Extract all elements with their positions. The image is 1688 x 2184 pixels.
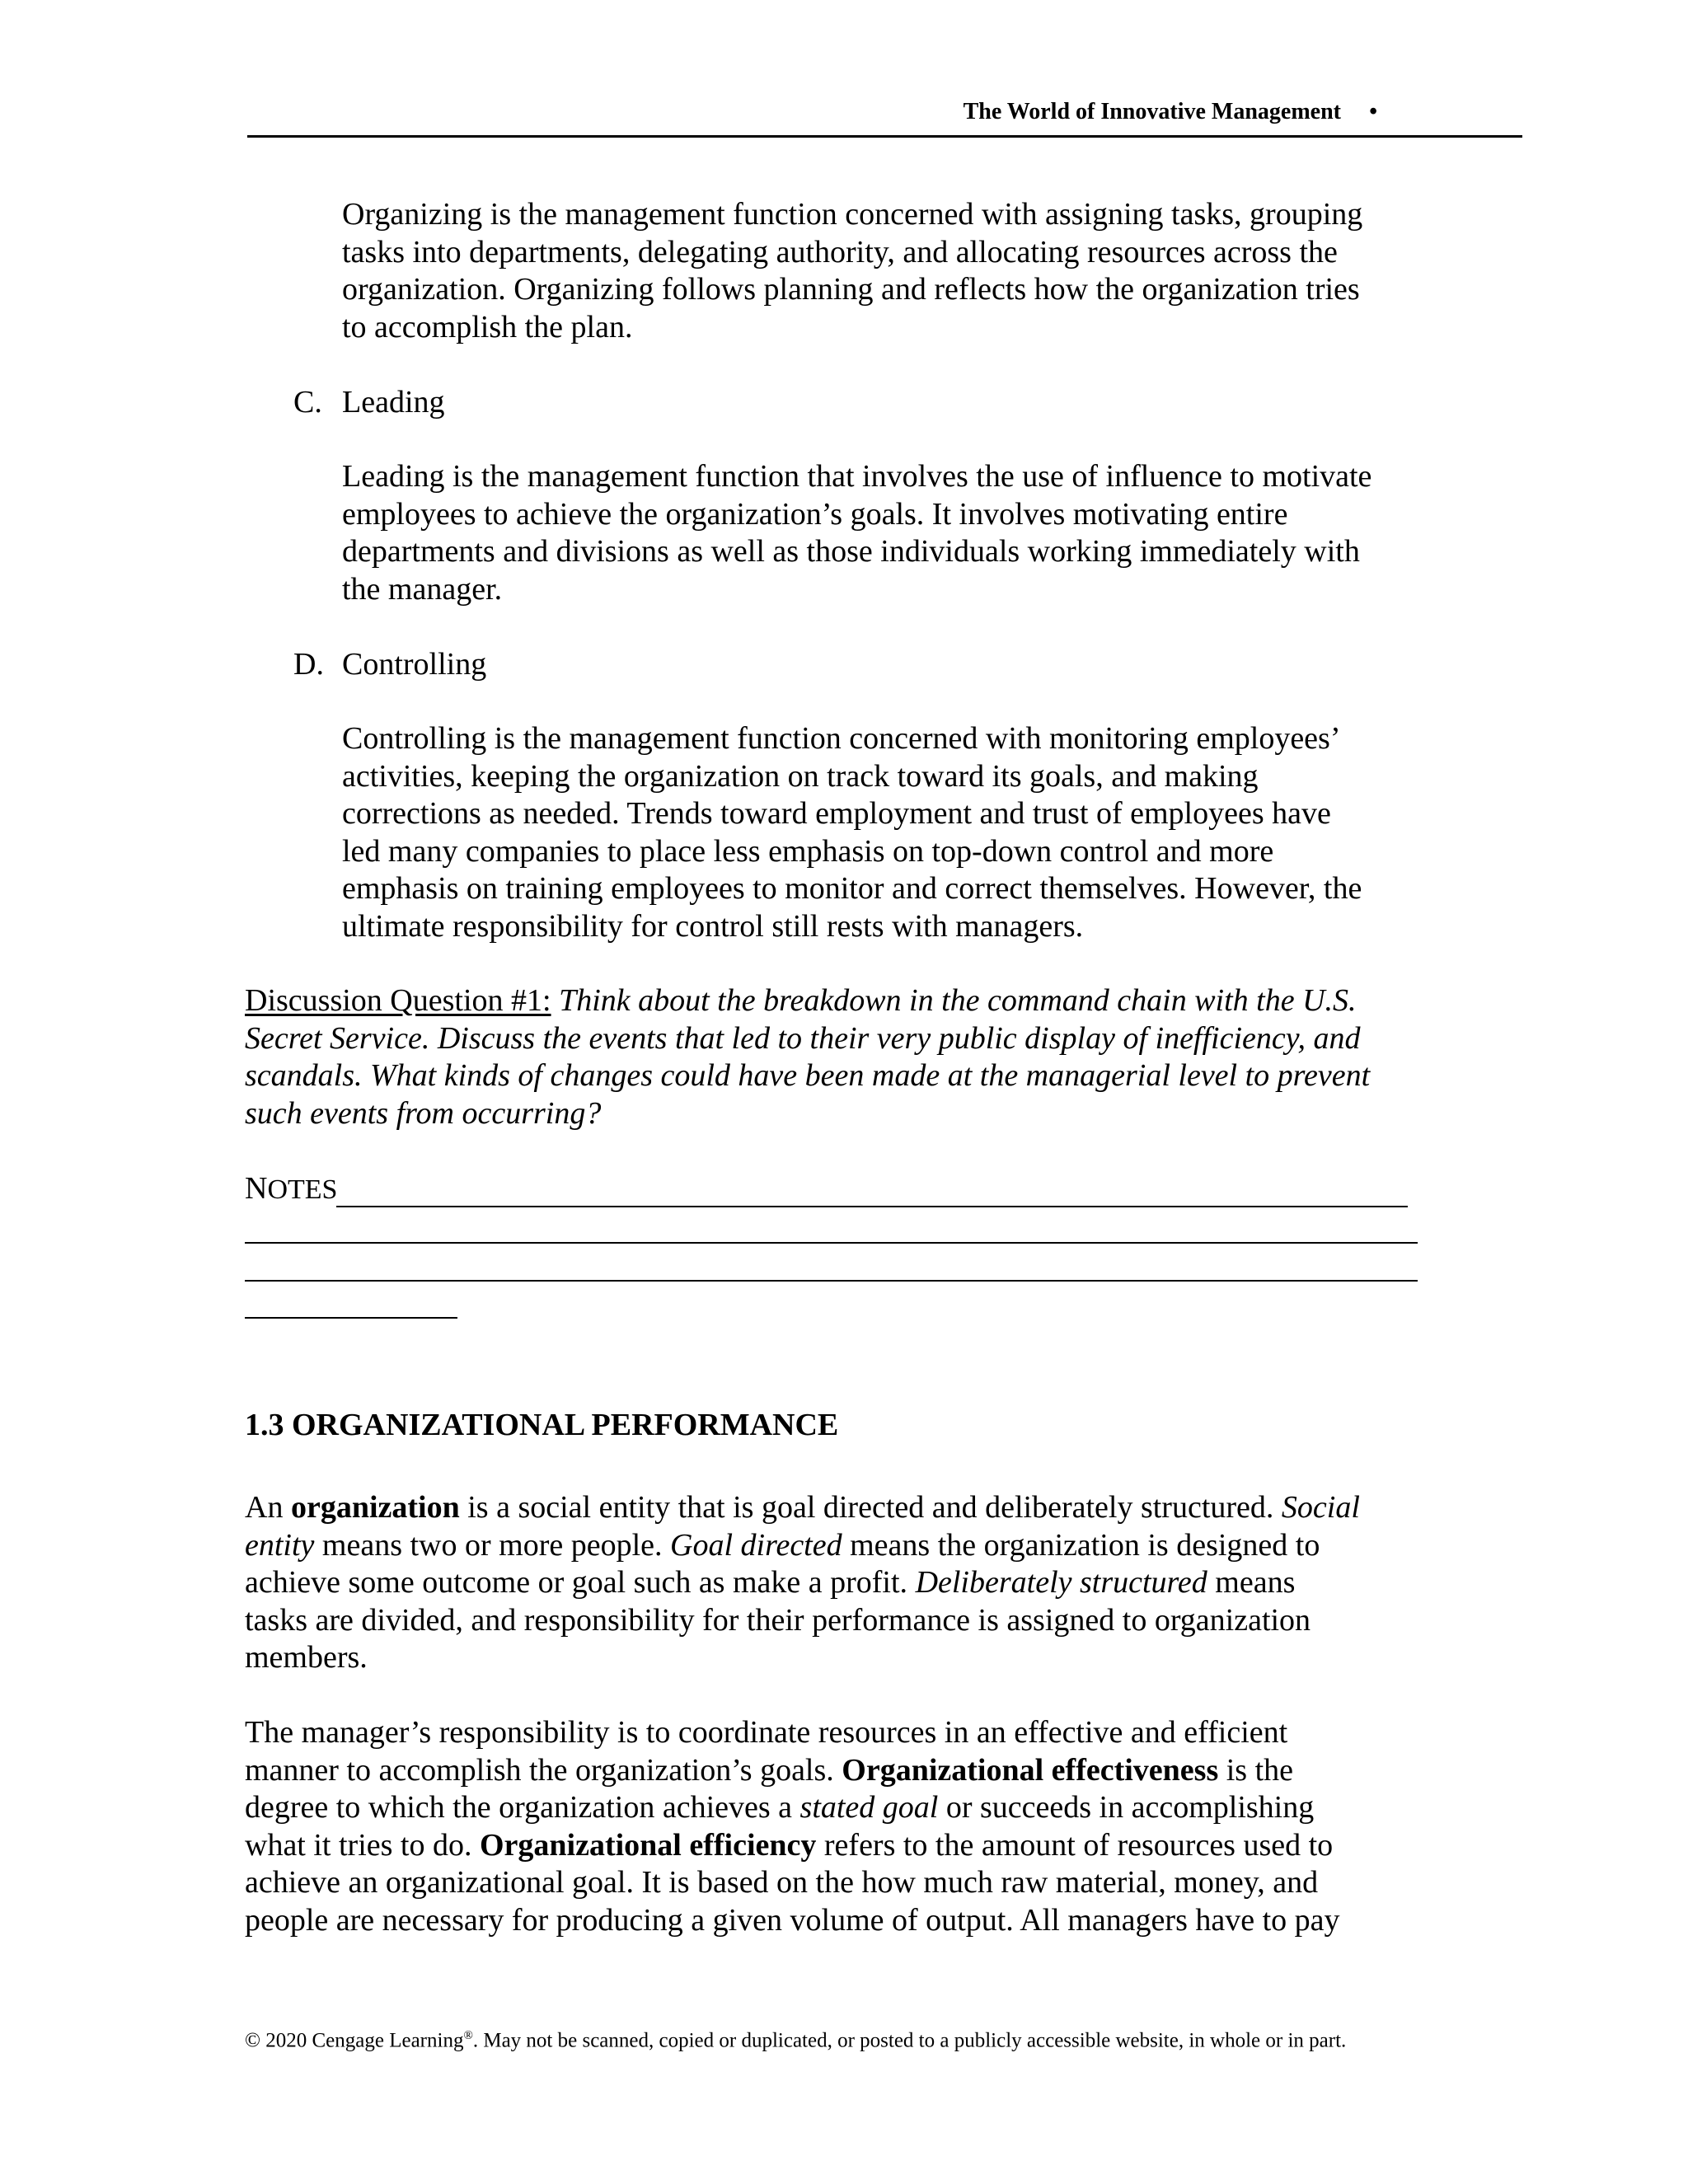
text-line: employees to achieve the organization’s goals. It involves motivating entire [342,496,1288,532]
notes-first-letter: N [245,1171,268,1206]
text-line: Organizing is the management function concerned with assigning tasks, grouping [342,197,1363,232]
text-line: Controlling is the management function concerned with monitoring employees’ [342,721,1341,756]
text-line: organization. Organizing follows planning and reflects how the organization tries [342,272,1360,307]
leading-paragraph [342,458,1372,608]
discussion-text: Think about the breakdown in the command chain with the U.S. [559,983,1357,1018]
discussion-label: Discussion Question #1: [245,983,551,1018]
organizing-paragraph [342,196,1362,346]
header-title: The World of Innovative Management [963,99,1341,124]
text-line: led many companies to place less emphasis on top-down control and more [342,833,1274,869]
text-line: tasks are divided, and responsibility for their performance is assigned to organization [245,1602,1311,1638]
copyright-footer: © 2020 Cengage Learning®. May not be scanned, copied or duplicated, or posted to a publicly accessible website, in whole or in part. [245,2029,1347,2052]
text-line: departments and divisions as well as those individuals working immediately with [342,534,1360,569]
item-letter-d: D. [293,647,324,682]
text-line: The manager’s responsibility is to coordinate resources in an effective and efficient [245,1715,1288,1750]
text-line: scandals. What kinds of changes could have been made at the managerial level to prevent [245,1058,1371,1093]
notes-line [245,1317,457,1319]
text-line: entity means two or more people. Goal directed means the organization is designed to [245,1527,1320,1563]
running-header [247,99,1522,138]
text-line: the manager. [342,571,503,607]
text-line [245,982,1370,1020]
controlling-paragraph [342,720,1362,945]
text-line: An organization is a social entity that is goal directed and deliberately structured. Social [245,1490,1360,1525]
text-line: ultimate responsibility for control still rests with managers. [342,908,1084,944]
term-organization: organization [290,1490,460,1525]
text-line: such events from occurring? [245,1095,602,1131]
item-label-controlling: Controlling [342,647,487,682]
header-bullet: • [1369,99,1377,124]
manager-paragraph [245,1714,1340,1939]
text-line: degree to which the organization achieves a stated goal or succeeds in accomplishing [245,1790,1315,1825]
discussion-question [245,982,1370,1132]
text-line: members. [245,1640,368,1675]
text-line: emphasis on training employees to monitor and correct themselves. However, the [342,871,1362,906]
notes-rest: OTES [267,1174,338,1205]
text-line: people are necessary for producing a given volume of output. All managers have to pay [245,1902,1340,1938]
item-label-leading: Leading [342,385,445,419]
section-heading: 1.3 ORGANIZATIONAL PERFORMANCE [245,1408,839,1442]
item-letter-c: C. [293,385,322,419]
text-line: corrections as needed. Trends toward employment and trust of employees have [342,796,1331,831]
notes-label [245,1170,337,1209]
organization-paragraph [245,1489,1360,1677]
text-line: Secret Service. Discuss the events that led to their very public display of inefficiency, and [245,1020,1361,1056]
text-line: manner to accomplish the organization’s goals. Organizational effectiveness is the [245,1752,1294,1788]
text-line: Leading is the management function that involves the use of influence to motivate [342,459,1372,494]
term-effectiveness: Organizational effectiveness [842,1752,1219,1788]
text-line: achieve some outcome or goal such as make a profit. Deliberately structured means [245,1565,1296,1600]
notes-line [245,1242,1418,1244]
term-efficiency: Organizational efficiency [479,1827,817,1863]
notes-line [245,1280,1418,1282]
text-line: what it tries to do. Organizational efficiency refers to the amount of resources used to [245,1827,1334,1863]
text-line: tasks into departments, delegating authority, and allocating resources across the [342,234,1338,269]
text-line: achieve an organizational goal. It is based on the how much raw material, money, and [245,1865,1319,1900]
text-line: activities, keeping the organization on track toward its goals, and making [342,758,1259,794]
text-line: to accomplish the plan. [342,309,633,344]
notes-line [336,1206,1408,1207]
